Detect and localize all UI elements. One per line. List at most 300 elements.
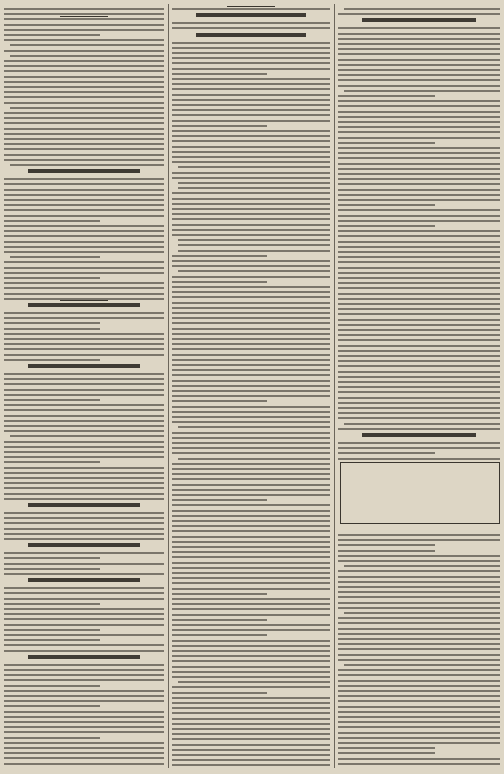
text-line [172, 759, 330, 761]
text-line [338, 272, 500, 274]
text-line [4, 328, 100, 330]
text-line [172, 567, 330, 569]
text-line [344, 612, 500, 614]
text-line [4, 757, 164, 759]
text-line [338, 298, 500, 300]
text-line [172, 723, 330, 725]
ornament-rule [60, 300, 108, 301]
text-line [4, 277, 100, 279]
text-line [338, 339, 500, 341]
text-line [10, 107, 164, 109]
text-line [338, 711, 500, 713]
text-line [172, 172, 330, 174]
text-line [4, 522, 164, 524]
text-line [338, 695, 500, 697]
text-line [4, 477, 164, 479]
text-line [172, 57, 330, 59]
text-line [172, 562, 330, 564]
text-line [172, 161, 330, 163]
text-line [338, 85, 500, 87]
text-line [338, 737, 500, 739]
text-line [4, 189, 164, 191]
text-line [338, 95, 435, 97]
text-line [172, 140, 330, 142]
text-line [4, 404, 164, 406]
text-line [338, 59, 500, 61]
text-line [4, 378, 164, 380]
text-line [172, 577, 330, 579]
text-line [338, 303, 500, 305]
text-line [4, 225, 164, 227]
text-line [172, 463, 330, 465]
text-line [172, 281, 267, 283]
text-line [172, 390, 330, 392]
text-line [338, 79, 500, 81]
text-line [338, 43, 500, 45]
text-line [4, 394, 164, 396]
text-line [172, 338, 330, 340]
text-line [4, 272, 164, 274]
text-line [172, 582, 330, 584]
text-line [338, 442, 500, 444]
text-line [172, 702, 330, 704]
text-line [178, 250, 330, 252]
text-line [4, 13, 164, 15]
text-line [338, 576, 500, 578]
text-line [338, 412, 500, 414]
text-line [338, 602, 500, 604]
text-line [178, 187, 330, 189]
text-line [4, 726, 164, 728]
text-line [4, 348, 164, 350]
text-line [172, 473, 330, 475]
headline-line [28, 578, 140, 582]
text-line [338, 204, 435, 206]
text-line [172, 62, 330, 64]
text-line [172, 364, 330, 366]
text-line [172, 551, 330, 553]
text-line [338, 555, 500, 557]
text-line [4, 629, 100, 631]
text-line [338, 142, 435, 144]
text-line [4, 383, 164, 385]
text-line [4, 608, 164, 610]
text-line [4, 613, 164, 615]
text-line [338, 313, 500, 315]
text-line [172, 42, 330, 44]
text-line [338, 64, 500, 66]
text-line [4, 293, 164, 295]
text-line [338, 381, 500, 383]
text-line [338, 324, 500, 326]
text-line [172, 208, 330, 210]
text-line [4, 573, 164, 575]
text-line [338, 581, 500, 583]
text-line [4, 425, 164, 427]
text-line [338, 329, 500, 331]
text-line [4, 557, 100, 559]
text-line [4, 592, 164, 594]
column-rule [168, 4, 169, 768]
text-line [172, 744, 330, 746]
text-line [172, 286, 330, 288]
text-line [338, 246, 500, 248]
text-line [344, 90, 500, 92]
text-line [172, 307, 330, 309]
text-line [172, 99, 330, 101]
text-line [178, 426, 330, 428]
text-line [338, 277, 500, 279]
text-line [338, 628, 500, 630]
text-line [172, 411, 330, 413]
text-line [338, 622, 500, 624]
text-line [338, 168, 500, 170]
text-line [338, 386, 500, 388]
text-line [172, 645, 330, 647]
text-line [172, 640, 330, 642]
text-line [4, 763, 164, 765]
column-left [4, 4, 164, 768]
text-line [4, 112, 164, 114]
text-line [338, 638, 500, 640]
text-line [338, 33, 500, 35]
text-line [4, 742, 164, 744]
text-line [4, 533, 164, 535]
text-line [338, 13, 500, 15]
text-line [4, 498, 164, 500]
text-line [338, 308, 500, 310]
text-line [172, 312, 330, 314]
text-line [4, 220, 100, 222]
text-line [172, 447, 330, 449]
text-line [178, 182, 330, 184]
text-line [172, 754, 330, 756]
text-line [4, 343, 164, 345]
text-line [338, 417, 500, 419]
text-line [172, 536, 330, 538]
headline-line [362, 433, 475, 437]
text-line [4, 568, 100, 570]
text-line [4, 552, 164, 554]
text-line [172, 104, 330, 106]
text-line [4, 467, 164, 469]
text-line [338, 360, 500, 362]
text-line [338, 539, 500, 541]
headline-line [196, 33, 307, 37]
text-line [338, 27, 500, 29]
text-line [178, 239, 330, 241]
text-line [338, 560, 500, 562]
text-line [338, 685, 500, 687]
text-line [338, 752, 435, 754]
text-line [172, 484, 330, 486]
text-line [172, 432, 330, 434]
text-line [172, 322, 330, 324]
text-line [338, 105, 500, 107]
text-line [4, 747, 164, 749]
text-line [172, 234, 330, 236]
text-line [338, 220, 500, 222]
text-line [172, 660, 330, 662]
text-line [172, 296, 330, 298]
text-line [4, 39, 164, 41]
text-line [338, 48, 500, 50]
headline-line [362, 18, 475, 22]
text-line [4, 587, 164, 589]
text-line [338, 137, 500, 139]
text-line [4, 472, 164, 474]
headline-line [28, 655, 140, 659]
text-line [338, 407, 500, 409]
text-line [4, 70, 164, 72]
text-line [4, 446, 164, 448]
text-line [338, 716, 500, 718]
text-line [4, 117, 164, 119]
text-line [4, 389, 164, 391]
text-line [4, 204, 164, 206]
text-line [4, 138, 164, 140]
text-line [338, 700, 500, 702]
text-line [172, 671, 330, 673]
text-line [338, 241, 500, 243]
text-line [172, 686, 330, 688]
text-line [172, 437, 330, 439]
text-line [4, 199, 164, 201]
text-line [338, 654, 500, 656]
text-line [338, 293, 500, 295]
text-line [344, 664, 500, 666]
column-right [338, 4, 500, 768]
text-line [172, 260, 330, 262]
text-line [172, 676, 330, 678]
text-line [338, 152, 500, 154]
text-line [344, 423, 500, 425]
text-line [4, 8, 164, 10]
text-line [172, 52, 330, 54]
text-line [338, 235, 500, 237]
text-line [338, 643, 500, 645]
text-line [338, 633, 500, 635]
text-line [4, 420, 164, 422]
text-line [338, 334, 500, 336]
text-line [172, 224, 330, 226]
text-line [172, 73, 267, 75]
text-line [172, 494, 330, 496]
text-line [172, 499, 267, 501]
text-line [338, 397, 500, 399]
text-line [172, 603, 330, 605]
text-line [338, 319, 500, 321]
text-line [172, 572, 330, 574]
text-line [338, 550, 435, 552]
text-line [338, 215, 500, 217]
text-line [10, 435, 164, 437]
text-line [178, 270, 330, 272]
text-line [4, 430, 164, 432]
text-line [172, 452, 330, 454]
text-line [172, 530, 330, 532]
text-line [338, 721, 500, 723]
text-line [172, 348, 330, 350]
text-line [338, 183, 500, 185]
headline-line [196, 13, 307, 17]
text-line [338, 355, 500, 357]
text-line [4, 143, 164, 145]
text-line [4, 711, 164, 713]
text-line [338, 230, 500, 232]
text-line [4, 538, 164, 540]
text-line [338, 607, 500, 609]
advertisement-box [340, 462, 500, 524]
text-line [172, 385, 330, 387]
text-line [4, 65, 164, 67]
text-line [172, 291, 330, 293]
text-line [4, 690, 164, 692]
text-line [4, 639, 100, 641]
text-line [4, 317, 164, 319]
text-line [172, 712, 330, 714]
text-line [4, 451, 164, 453]
text-line [4, 122, 164, 124]
text-line [4, 399, 100, 401]
text-line [338, 617, 500, 619]
text-line [172, 213, 330, 215]
text-line [4, 18, 164, 20]
text-line [4, 194, 164, 196]
text-line [172, 650, 330, 652]
column-middle [172, 4, 330, 768]
text-line [4, 235, 164, 237]
text-line [338, 163, 500, 165]
text-line [4, 512, 164, 514]
text-line [338, 452, 435, 454]
text-line [172, 83, 330, 85]
text-line [338, 53, 500, 55]
text-line [4, 241, 164, 243]
text-line [338, 350, 500, 352]
text-line [172, 78, 330, 80]
text-line [172, 265, 330, 267]
text-line [4, 178, 164, 180]
text-line [10, 55, 164, 57]
text-line [172, 421, 330, 423]
text-line [4, 133, 164, 135]
text-line [172, 546, 330, 548]
text-line [4, 650, 164, 652]
text-line [178, 681, 330, 683]
text-line [172, 525, 330, 527]
text-line [4, 624, 164, 626]
text-line [4, 669, 164, 671]
text-line [338, 256, 500, 258]
text-line [4, 695, 164, 697]
text-line [172, 738, 330, 740]
text-line [4, 752, 164, 754]
text-line [4, 598, 164, 600]
text-line [4, 737, 100, 739]
text-line [4, 517, 164, 519]
text-line [172, 400, 267, 402]
text-line [4, 731, 164, 733]
text-line [172, 614, 330, 616]
text-line [172, 130, 330, 132]
text-line [4, 674, 164, 676]
text-line [338, 74, 500, 76]
text-line [4, 618, 164, 620]
text-line [172, 343, 330, 345]
headline-line [28, 543, 140, 547]
text-line [4, 528, 164, 530]
text-line [172, 395, 330, 397]
text-line [172, 374, 330, 376]
text-line [344, 565, 500, 567]
text-line [172, 556, 330, 558]
text-line [338, 194, 500, 196]
text-line [4, 96, 164, 98]
text-line [172, 317, 330, 319]
text-line [338, 261, 500, 263]
text-line [338, 147, 500, 149]
text-line [4, 322, 100, 324]
text-line [4, 338, 164, 340]
text-line [172, 588, 330, 590]
text-line [4, 482, 164, 484]
headline-line [28, 303, 140, 307]
text-line [4, 154, 164, 156]
text-line [4, 456, 164, 458]
text-line [10, 44, 164, 46]
text-line [338, 758, 500, 760]
text-line [4, 493, 164, 495]
text-line [338, 199, 500, 201]
text-line [338, 747, 435, 749]
text-line [338, 116, 500, 118]
text-line [4, 148, 164, 150]
text-line [338, 345, 500, 347]
text-line [4, 644, 164, 646]
text-line [4, 312, 164, 314]
text-line [4, 487, 164, 489]
text-line [172, 619, 267, 621]
text-line [338, 428, 500, 430]
text-line [172, 489, 330, 491]
text-line [338, 282, 500, 284]
text-line [172, 510, 330, 512]
text-line [4, 603, 100, 605]
text-line [172, 120, 330, 122]
text-line [338, 251, 500, 253]
text-line [4, 24, 164, 26]
text-line [4, 359, 100, 361]
text-line [172, 520, 330, 522]
text-line [172, 359, 330, 361]
text-line [172, 764, 330, 766]
text-line [172, 541, 330, 543]
text-line [4, 251, 164, 253]
text-line [338, 365, 500, 367]
text-line [172, 593, 267, 595]
text-line [172, 478, 330, 480]
text-line [338, 157, 500, 159]
text-line [172, 369, 330, 371]
text-line [4, 34, 100, 36]
headline-line [28, 169, 140, 173]
text-line [172, 302, 330, 304]
text-line [338, 121, 500, 123]
text-line [172, 697, 330, 699]
text-line [338, 126, 500, 128]
text-line [172, 416, 330, 418]
